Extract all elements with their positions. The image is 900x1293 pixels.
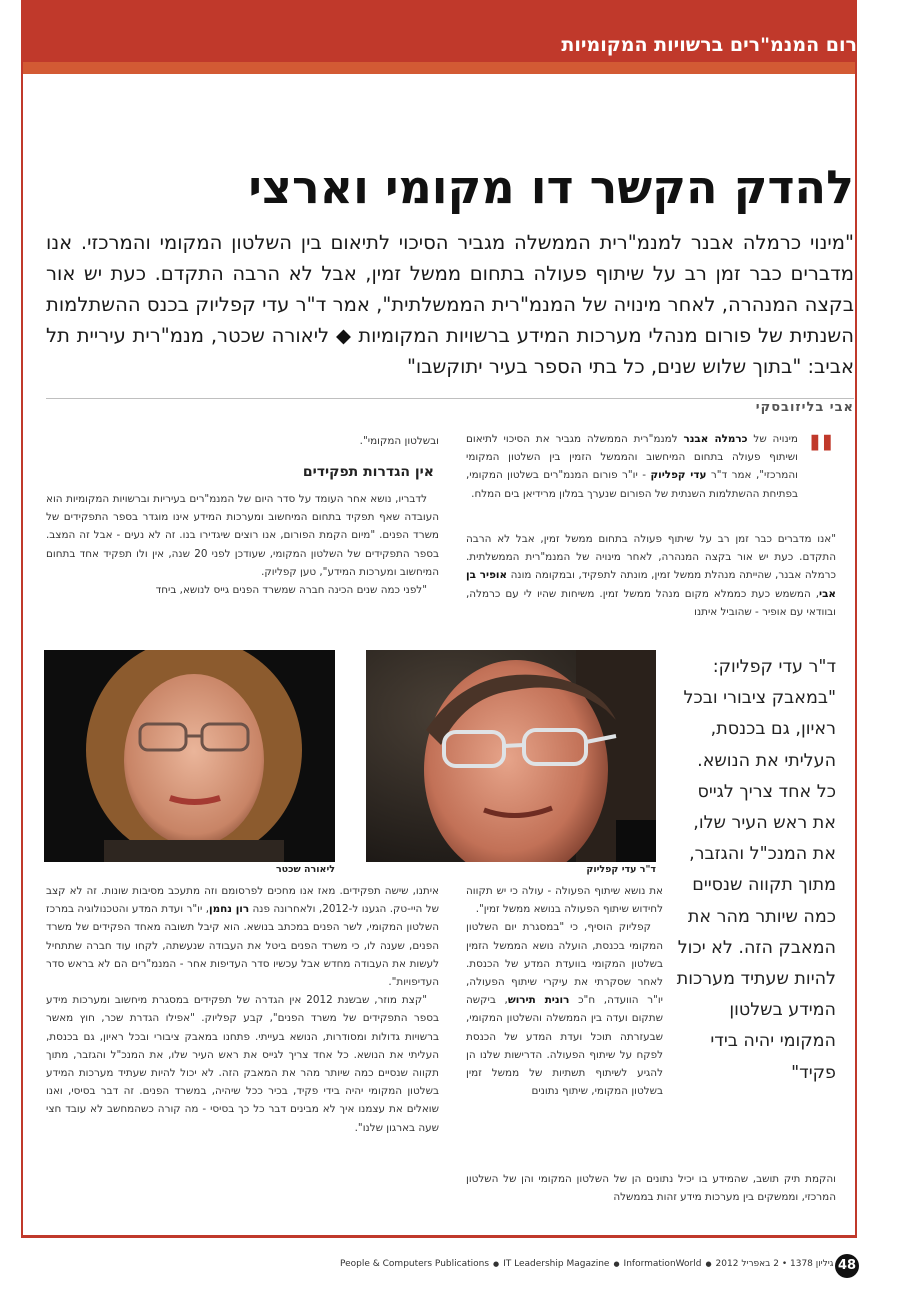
page-bottom-rule [21,1235,857,1238]
footer-bullet-icon: ● [493,1260,500,1268]
section-title: פורום המנמ"רים ברשויות המקומיות [561,34,876,56]
name-ofir-ben-avi: אופיר בן אבי [466,569,836,600]
left-col-paragraph-1: לדבריו, נושא אחר העומד על סדר היום של המנמ"רים בעיריות וברשויות המקומיות הוא העובדה שאף תפקיד בתחום המיחשוב ומערכות המידע אינו מוגדר בספר התפקידים של משרד הפנים. "מיום הקמת הפורום, אנו רוצים שיגדירו בנו. זה לא נעים - אבל זה המצב. בספר התפקידים של השלטון המקומי, שעודכן לפני 20 שנה, אין ולו תפקיד אחד בתחום המיחשוב ומערכות המידע", טען קפליוק. [46,493,439,578]
article-headline: להדק הקשר דו מקומי וארצי [248,160,854,214]
lead-text-2: ליאורה שכטר, מנמ"רית עיריית תל אביב: "בתוך שלוש שנים, כל בתי הספר בעיר יתוקשבו" [46,324,854,378]
name-ron-nachman: רון נחמן [209,903,250,916]
bottom-right-paragraph: והקמת תיק תושב, שהמידע בו יכיל נתונים הן של השלטון המקומי והן של השלטון המרכזי, וממשקים בין מערכות מידע זהות בממשלה [466,1173,836,1204]
bottom-left-column [46,882,439,1137]
byline-divider [46,398,854,399]
portrait-man-glasses [366,650,656,862]
name-adi-kaplyuk: עדי קפליוק [650,469,707,482]
right-column-cont [466,530,836,621]
footer-magazine: IT Leadership Magazine [503,1259,610,1269]
right-column [466,430,798,503]
page-footer [340,1259,834,1269]
diamond-separator-icon: ◆ [335,324,352,347]
name-carmela-avner: כרמלה אבנר [683,433,748,445]
footer-publisher: People & Computers Publications [340,1259,490,1269]
right-col-paragraph-2: "אנו מדברים כבר זמן רב על שיתוף פעולה בתחום ממשל זמין, אבל לא הרבה התקדם. כעת יש אור בקצה המנהרה, לאחר מינויה של המנמ"רית הממשלתית. כרמלה אבנר, שהייתה מנהלת ממשל זמין, מונתה לתפקיד, ובמקומה מונה אופיר בן אבי, המשמש כעת כממלא מקום מנהל ממשל זמין. משיחות שהיו לי עם כרמלה, ובוודאי עם אופיר - שהוביל איתנו [466,533,836,618]
left-column-top [46,432,439,450]
left-column [46,490,439,599]
footer-date-issue: גיליון 1378 • 2 באפריל 2012 [715,1259,834,1269]
author-byline: אבי בליזובסקי [755,400,854,415]
lead-text-1: "מינוי כרמלה אבנר למנמ"רית הממשלה מגביר הסיכוי לתיאום בין השלטון המקומי והמרכזי. אנו מדברים כבר זמן רב על שיתוף פעולה בתחום ממשל זמין, אבל לא הרבה התקדם. כעת יש אור בקצה המנהרה, לאחר מינויה של המנמ"רית הממשלתית", אמר ד"ר עדי קפליוק בכנס ההשתלמות השנתית של פורום מנהלי מערכות המידע ברשויות המקומיות [46,231,854,347]
footer-bullet-icon: ● [613,1260,620,1268]
right-col-paragraph-1: מינויה של כרמלה אבנר למנמ"רית הממשלה מגביר את הסיכוי לתיאום ושיתוף פעולה בתחום המיחשוב והממשל הזמין בין השלטון המקומי והמרכזי", אמר ד"ר עדי קפליוק - יו"ר פורום המנמ"רים בשלטון המקומי, בפתיחת ההשתלמות השנתית של הפורום שנערך במלון מרידיאן בים המלח. [466,433,798,500]
caption-liora-shechter: ליאורה שכטר [275,864,335,875]
caption-adi-kaplyuk: ד"ר עדי קפליוק [586,864,656,875]
name-ronit-tirosh: רונית תירוש [507,994,570,1007]
bottom-left-paragraph-2: "קצת מוזר, שבשנת 2012 אין הגדרה של תפקידים במסגרת מיחשוב ומערכות מידע בספר התפקידים של משרד הפנים", קבע קפליוק. "אפילו הגדרת שכר, חוץ מאשר ברשויות גדולות ומסודרות, הנושא בעייתי. פתחנו במאבק ציבורי ובכל ראיון, גם בכנסת, העליתי את הנושא. כל אחד צריך לגייס את ראש העיר שלו, את המנכ"ל והגזבר, מתוך תקווה שנסיים כמה שיותר מהר את המאבק הזה. לא יכול להיות שעתיד מערכות המידע בשלטון המקומי יהיה בידי פקיד, בכיר ככל שיהיה, במשרד הפנים. זה דבר בסיסי, ואנו שואלים את עצמנו איך לא מבינים דבר כל כך בסיסי - מה קורה כשהמחשב לא עובד חצי שעה בארגון שלנו". [46,994,439,1134]
pull-quote: ד"ר עדי קפליוק: "במאבק ציבורי ובכל ראיון, גם בכנסת, העליתי את הנושא. כל אחד צריך לגייס את ראש העיר שלו, את המנכ"ל והגזבר, מתוך תקווה שנסיים כמה שיותר מהר את המאבק הזה. לא יכול להיות שעתיד מערכות המידע בשלטון המקומי יהיה בידי פקיד" [676,657,836,1083]
footer-information-world: InformationWorld [623,1259,702,1269]
page-number-badge: 48 [835,1254,859,1278]
left-col-paragraph-0: ובשלטון המקומי". [359,435,439,447]
quote-mark-icon: " [806,423,837,491]
middle-column [466,882,663,1100]
mid-col-paragraph-2: קפליוק הוסיף, כי "במסגרת יום השלטון המקומי בכנסת, הועלה נושא הממשל הזמין בשלטון המקומי בוועדת המדע של הכנסת. לאחר שסקרתי את עיקרי שיתוף הפעולה, יו"ר הוועדה, ח"כ רונית תירוש, ביקשה שתקום ועדה בין הממשלה והשלטון המקומי, שבעזרתה תוכל ועדת המדע של הכנסת לפקח על שיתוף הפעולה. הדרישות שלנו הן להגיע לשיתוף תשתיות של ממשל זמין בשלטון המקומי, שיתוף נתונים [466,921,663,1098]
bottom-left-paragraph-1: איתנו, שישה תפקידים. מאז אנו מחכים לפרסומם וזה מתעכב מסיבות שונות. זה לא קצב של היי-טק. הגענו ל-2012, ולאחרונה פנה רון נחמן, יו"ר ועדת המדע והטכנולוגיה במרכז השלטון המקומי, לשר הפנים במכתב בנושא. הוא קיבל תשובה מאחד הפקידים של משרד הפנים, שענה לו, כי משרד הפנים ביטל את העבודה שנעשתה, לקחו עוד חברה שתתחיל לעשות את העבודה מחדש אבל עכשיו סדר העדיפות אחר - המנמ"רים הם לא בראש סדר העדיפויות". [46,885,439,989]
right-column-bottom [466,1170,836,1206]
article-lead [46,227,854,382]
mid-col-paragraph-1: את נושא שיתוף הפעולה - עולה כי יש תקווה לחידוש שיתוף הפעולה בנושא ממשל זמין". [466,885,663,916]
photo-liora-shechter [44,650,335,862]
photo-adi-kaplyuk [366,650,656,862]
footer-bullet-icon: ● [705,1260,712,1268]
left-col-paragraph-2: "לפני כמה שנים הכינה חברה שמשרד הפנים גייס לנושא, ביחד [155,584,427,597]
portrait-woman-glasses [44,650,335,862]
section-subheading: אין הגדרות תפקידים [302,464,434,480]
